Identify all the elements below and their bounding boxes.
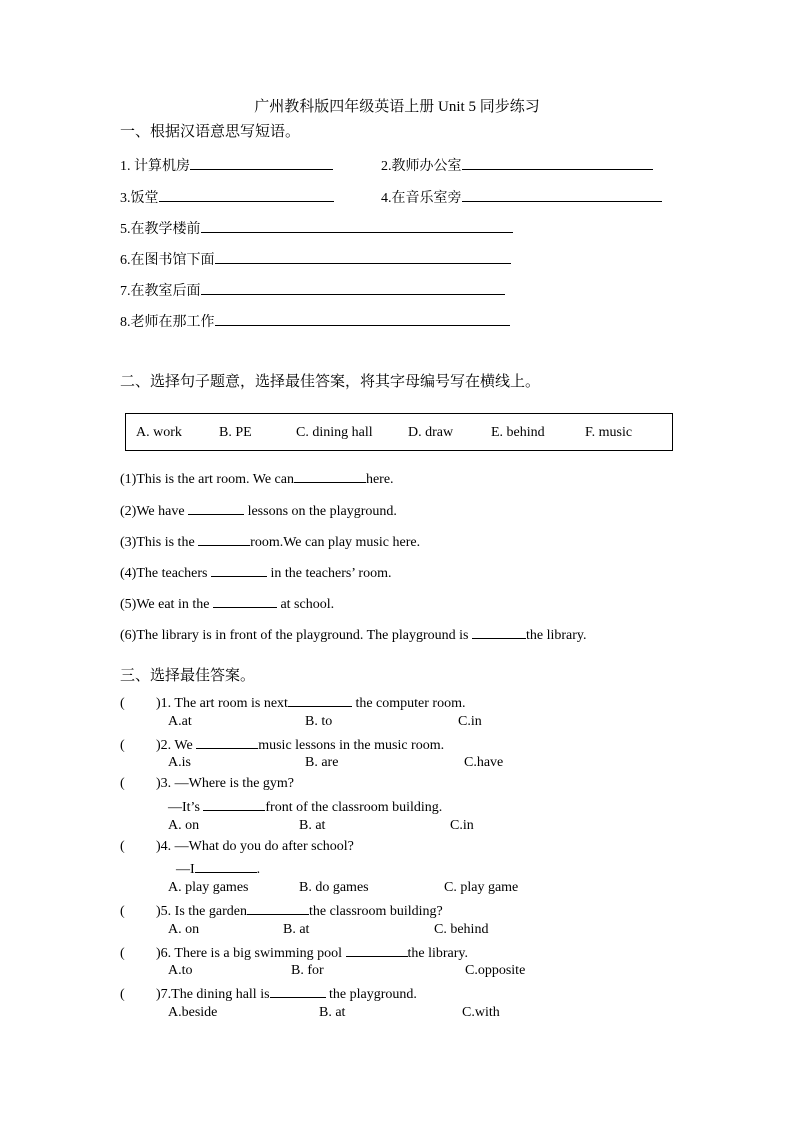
s2-q2-tail: lessons on the playground. [247, 504, 397, 519]
s2-q1-tail: here. [365, 472, 394, 487]
s3-q2-text: )2. We [156, 738, 193, 753]
s3-q5-choice-c[interactable]: C. behind [434, 922, 489, 937]
s3-q2-choice-a[interactable]: A.is [168, 755, 191, 770]
s3-question-3 [120, 775, 294, 793]
option-a: A. work [136, 425, 182, 440]
option-e: E. behind [491, 425, 545, 440]
s2-q4-text: (4)The teachers [120, 566, 208, 581]
s1-item-4 [381, 187, 662, 208]
s3-q5-choice-b[interactable]: B. at [283, 922, 310, 937]
answer-blank[interactable] [201, 218, 513, 233]
s3-q2-choice-c[interactable]: C.have [464, 755, 504, 770]
s2-question-6 [120, 624, 587, 645]
answer-blank[interactable] [462, 187, 662, 202]
s3-q6-tail: the library. [407, 946, 469, 961]
s3-q4-line2-tail: . [256, 862, 261, 877]
s3-q3-text: )3. —Where is the gym? [156, 776, 295, 791]
s1-item-7-label: 7.在教室后面 [120, 284, 201, 299]
answer-blank[interactable] [190, 155, 333, 170]
s3-q4-line2 [176, 858, 260, 879]
answer-blank[interactable] [188, 500, 244, 515]
s3-q1-text: )1. The art room is next [156, 696, 288, 711]
s3-q2-tail: music lessons in the music room. [258, 738, 445, 753]
s3-q6-choice-a[interactable]: A.to [168, 963, 193, 978]
s3-q3-choice-c[interactable]: C.in [450, 818, 474, 833]
s3-q3-line2-text: —It’s [168, 800, 200, 815]
answer-blank[interactable] [211, 562, 267, 577]
s1-item-5 [120, 218, 513, 239]
s1-item-2-label: 2.教师办公室 [381, 159, 462, 174]
s1-item-8-label: 8.老师在那工作 [120, 315, 215, 330]
answer-blank[interactable] [247, 900, 309, 915]
s1-item-6-label: 6.在图书馆下面 [120, 253, 215, 268]
answer-paren[interactable]: ( [120, 904, 125, 919]
s3-q4-choice-b[interactable]: B. do games [299, 880, 369, 895]
answer-blank[interactable] [215, 249, 511, 264]
s3-q1-choice-a[interactable]: A.at [168, 714, 192, 729]
s3-question-5 [120, 900, 443, 921]
option-d: D. draw [408, 425, 454, 440]
answer-blank[interactable] [203, 796, 265, 811]
s3-q5-tail: the classroom building? [308, 904, 443, 919]
s1-item-4-label: 4.在音乐室旁 [381, 191, 462, 206]
page-title: 广州教科版四年级英语上册 Unit 5 同步练习 [254, 99, 540, 115]
s3-q6-choice-b[interactable]: B. for [291, 963, 324, 978]
s1-item-7 [120, 280, 505, 301]
s3-q3-choice-a[interactable]: A. on [168, 818, 200, 833]
answer-blank[interactable] [196, 734, 258, 749]
s3-q7-choice-b[interactable]: B. at [319, 1005, 346, 1020]
s2-q3-tail: room.We can play music here. [250, 535, 421, 550]
s2-q1-text: (1)This is the art room. We can [120, 472, 294, 487]
answer-blank[interactable] [198, 531, 250, 546]
s3-question-1 [120, 692, 465, 713]
s2-question-4 [120, 562, 391, 583]
s3-q3-line2-tail: front of the classroom building. [265, 800, 443, 815]
answer-blank[interactable] [462, 155, 653, 170]
s1-item-1-label: 1. 计算机房 [120, 159, 190, 174]
s3-q1-choice-c[interactable]: C.in [458, 714, 482, 729]
s1-item-5-label: 5.在教学楼前 [120, 222, 201, 237]
s3-q4-text: )4. —What do you do after school? [156, 839, 354, 854]
s1-item-1 [120, 155, 333, 176]
answer-blank[interactable] [288, 692, 352, 707]
s1-item-6 [120, 249, 511, 270]
s2-question-2 [120, 500, 397, 521]
word-bank [125, 413, 673, 451]
s1-item-3-label: 3.饭堂 [120, 191, 159, 206]
section2-heading: 二、选择句子题意，选择最佳答案，将其字母编号写在横线上。 [120, 374, 541, 390]
s2-q5-text: (5)We eat in the [120, 597, 210, 612]
s3-q1-tail: the computer room. [355, 696, 466, 711]
answer-paren[interactable]: ( [120, 987, 125, 1002]
option-b: B. PE [219, 425, 252, 440]
answer-blank[interactable] [195, 858, 257, 873]
s3-q4-choice-a[interactable]: A. play games [168, 880, 249, 895]
s3-q7-choice-a[interactable]: A.beside [168, 1005, 218, 1020]
answer-paren[interactable]: ( [120, 738, 125, 753]
answer-paren[interactable]: ( [120, 776, 125, 791]
s3-q7-text: )7.The dining hall is [156, 987, 270, 1002]
s3-q6-choice-c[interactable]: C.opposite [465, 963, 526, 978]
s3-q7-choice-c[interactable]: C.with [462, 1005, 500, 1020]
s3-question-6 [120, 942, 468, 963]
s1-item-3 [120, 187, 334, 208]
s3-q4-line2-text: —I [176, 862, 195, 877]
s2-q4-tail: in the teachers’ room. [270, 566, 392, 581]
s2-q2-text: (2)We have [120, 504, 185, 519]
section1-heading: 一、根据汉语意思写短语。 [120, 124, 301, 140]
answer-paren[interactable]: ( [120, 696, 125, 711]
s2-q3-text: (3)This is the [120, 535, 195, 550]
answer-blank[interactable] [346, 942, 408, 957]
s3-q2-choice-b[interactable]: B. are [305, 755, 339, 770]
s2-question-1 [120, 468, 394, 489]
answer-blank[interactable] [159, 187, 334, 202]
s3-q3-choice-b[interactable]: B. at [299, 818, 326, 833]
answer-blank[interactable] [294, 468, 366, 483]
s3-q7-tail: the playground. [329, 987, 417, 1002]
answer-blank[interactable] [201, 280, 505, 295]
s3-question-2 [120, 734, 444, 755]
option-f: F. music [585, 425, 633, 440]
s3-q6-text: )6. There is a big swimming pool [156, 946, 342, 961]
s2-q6-text: (6)The library is in front of the playground. The playground is [120, 628, 469, 643]
answer-paren[interactable]: ( [120, 946, 125, 961]
s3-question-4 [120, 838, 354, 856]
answer-blank[interactable] [472, 624, 526, 639]
answer-paren[interactable]: ( [120, 839, 125, 854]
answer-blank[interactable] [270, 983, 326, 998]
s3-q1-choice-b[interactable]: B. to [305, 714, 333, 729]
s3-q5-text: )5. Is the garden [156, 904, 247, 919]
option-c: C. dining hall [296, 425, 373, 440]
s2-question-5 [120, 593, 334, 614]
answer-blank[interactable] [213, 593, 277, 608]
s3-q5-choice-a[interactable]: A. on [168, 922, 200, 937]
s1-item-2 [381, 155, 653, 176]
section3-heading: 三、选择最佳答案。 [120, 668, 256, 684]
s3-q3-line2 [168, 796, 442, 817]
s3-question-7 [120, 983, 417, 1004]
s2-question-3 [120, 531, 420, 552]
s1-item-8 [120, 311, 510, 332]
s3-q4-choice-c[interactable]: C. play game [444, 880, 519, 895]
s2-q6-tail: the library. [526, 628, 587, 643]
answer-blank[interactable] [215, 311, 510, 326]
s2-q5-tail: at school. [280, 597, 335, 612]
